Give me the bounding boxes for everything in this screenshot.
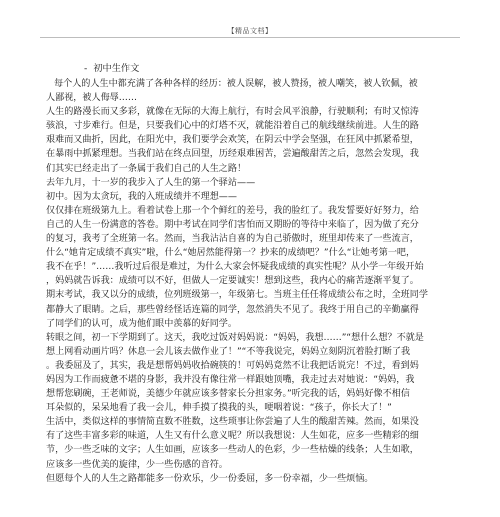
essay-line: 去年九月，十一岁的我步入了人生的第一个驿站—— xyxy=(46,177,256,188)
essay-body xyxy=(46,77,470,486)
essay-line: 初中。因为太贪玩，我的入班成绩并不理想—— xyxy=(46,191,237,202)
essay-line: 艰难而又曲折，因此，在阳光中，我们要学会欢笑，在阴云中学会坚强，在狂风中抓紧希望， xyxy=(46,135,419,146)
essay-line: 人生的路漫长而又多彩，就像在无际的大海上航行，有时会风平浪静，行驶顺利；有时又惊涛 xyxy=(46,107,419,118)
essay-line: 耳朵似的，呆呆地看了我一会儿，伸手摸了摸我的头，哽咽着说：“孩子，你长大了！” xyxy=(46,403,392,414)
essay-line: ，妈妈就告诉我：成绩可以不好，但做人一定要诚实！想到这些，我内心的痛苦逐渐平复了。 xyxy=(46,276,419,287)
heading-title: 初中生作文 xyxy=(93,63,140,74)
heading-dash: - xyxy=(84,63,88,74)
essay-line: 想上网看动画片吗？休息一会儿该去做作业了！”“不等我说完，妈妈立刻阴沉着脸打断了我 xyxy=(46,346,411,357)
essay-line: 生活中，类似这样的事情简直数不胜数，这些琐事让你尝遍了人生的酸甜苦辣。然而，如果没 xyxy=(46,417,419,428)
essay-line: 在暴雨中抓紧理想。当我们站在终点回望，历经艰难困苦，尝遍酸甜苦之后，忽然会发现，我 xyxy=(46,149,419,160)
essay-line: 。我委屈及了，其实，我是想帮妈妈收拾碗筷的！可妈妈竟然不让我把话说完！不过，看到妈 xyxy=(46,360,419,371)
essay-line: 妈因为工作而疲惫不堪的身影，我并没有像往常一样跟她顶嘴，我走过去对她说：“妈妈，我 xyxy=(46,374,415,385)
essay-line: 了同学们的认可，成为他们眼中羡慕的好同学。 xyxy=(46,318,237,329)
essay-line: 每个人的人生中都充满了各种各样的经历：被人误解，被人赞扬，被人嘲笑，被人钦佩，被 xyxy=(54,79,418,89)
essay-line: 都静大了眼睛。之后，那些曾经怪话连篇的同学，忽然消失不见了。我终于用自己的辛勤赢得 xyxy=(46,304,419,315)
document-header-tag: 【精品文档】 xyxy=(227,27,273,35)
header-divider xyxy=(40,37,460,38)
essay-line: 骇浪，寸步难行。但是，只要我们心中的灯塔不灭，就能沿着自己的航线继续前进。人生的路 xyxy=(46,121,419,132)
essay-line: 想帮您刷碗，王老师说，美德少年就应该多替家长分担家务。”听完我的话，妈妈好像不相信 xyxy=(46,389,410,400)
essay-line: 仅仅排在班级第九上。看着试卷上那一个个鲜红的差号，我的脸红了。我发誓要好好努力，给 xyxy=(46,205,419,216)
essay-line: 期末考试，我又以分的成绩，位列班级第一，年级第七。当班主任任将成绩公布之时，全班同学 xyxy=(46,290,428,301)
essay-line: 的复习，我考了全班第一名。然而，当我沾沾自喜的为自己骄傲时，班里却传来了一些流言， xyxy=(46,234,419,245)
essay-line: 节，少一些乏味的文字；人生如画，应该多一些动人的色彩，少一些枯燥的线条；人生如歌， xyxy=(46,445,419,456)
essay-line: 我不在乎！”……我听过后很是难过，为什么大家会怀疑我成绩的真实性呢？从小学一年级开始 xyxy=(46,262,424,273)
essay-line: 应该多一些优美的旋律，少一些伤感的音符。 xyxy=(46,459,228,470)
essay-line: 什么“她肯定成绩不真实”啦，什么“她居然能得第一？抄来的成绩吧？”什么“让她考第一吧， xyxy=(46,248,416,259)
essay-line: 自己的人生一份满意的答卷。期中考试在同学们害怕而又期盼的等待中来临了，因为做了充分 xyxy=(46,219,419,230)
section-heading xyxy=(84,60,139,74)
essay-line: 有了这些丰富多彩的味道，人生又有什么意义呢？所以我想说：人生如花，应多一些精彩的细 xyxy=(46,431,419,442)
essay-line: 人鄙视，被人侮辱…… xyxy=(46,93,137,104)
essay-line: 但愿每个人的人生之路都能多一份欢乐，少一份委屈，多一份幸福，少一些烦恼。 xyxy=(46,473,374,484)
essay-line: 们其实已经走出了一条属于我们自己的人生之路！ xyxy=(46,163,247,174)
essay-line: 转眼之间，初一下学期到了。这天，我吃过饭对妈妈说：“妈妈，我想……”“想什么想？不就是 xyxy=(46,332,424,343)
